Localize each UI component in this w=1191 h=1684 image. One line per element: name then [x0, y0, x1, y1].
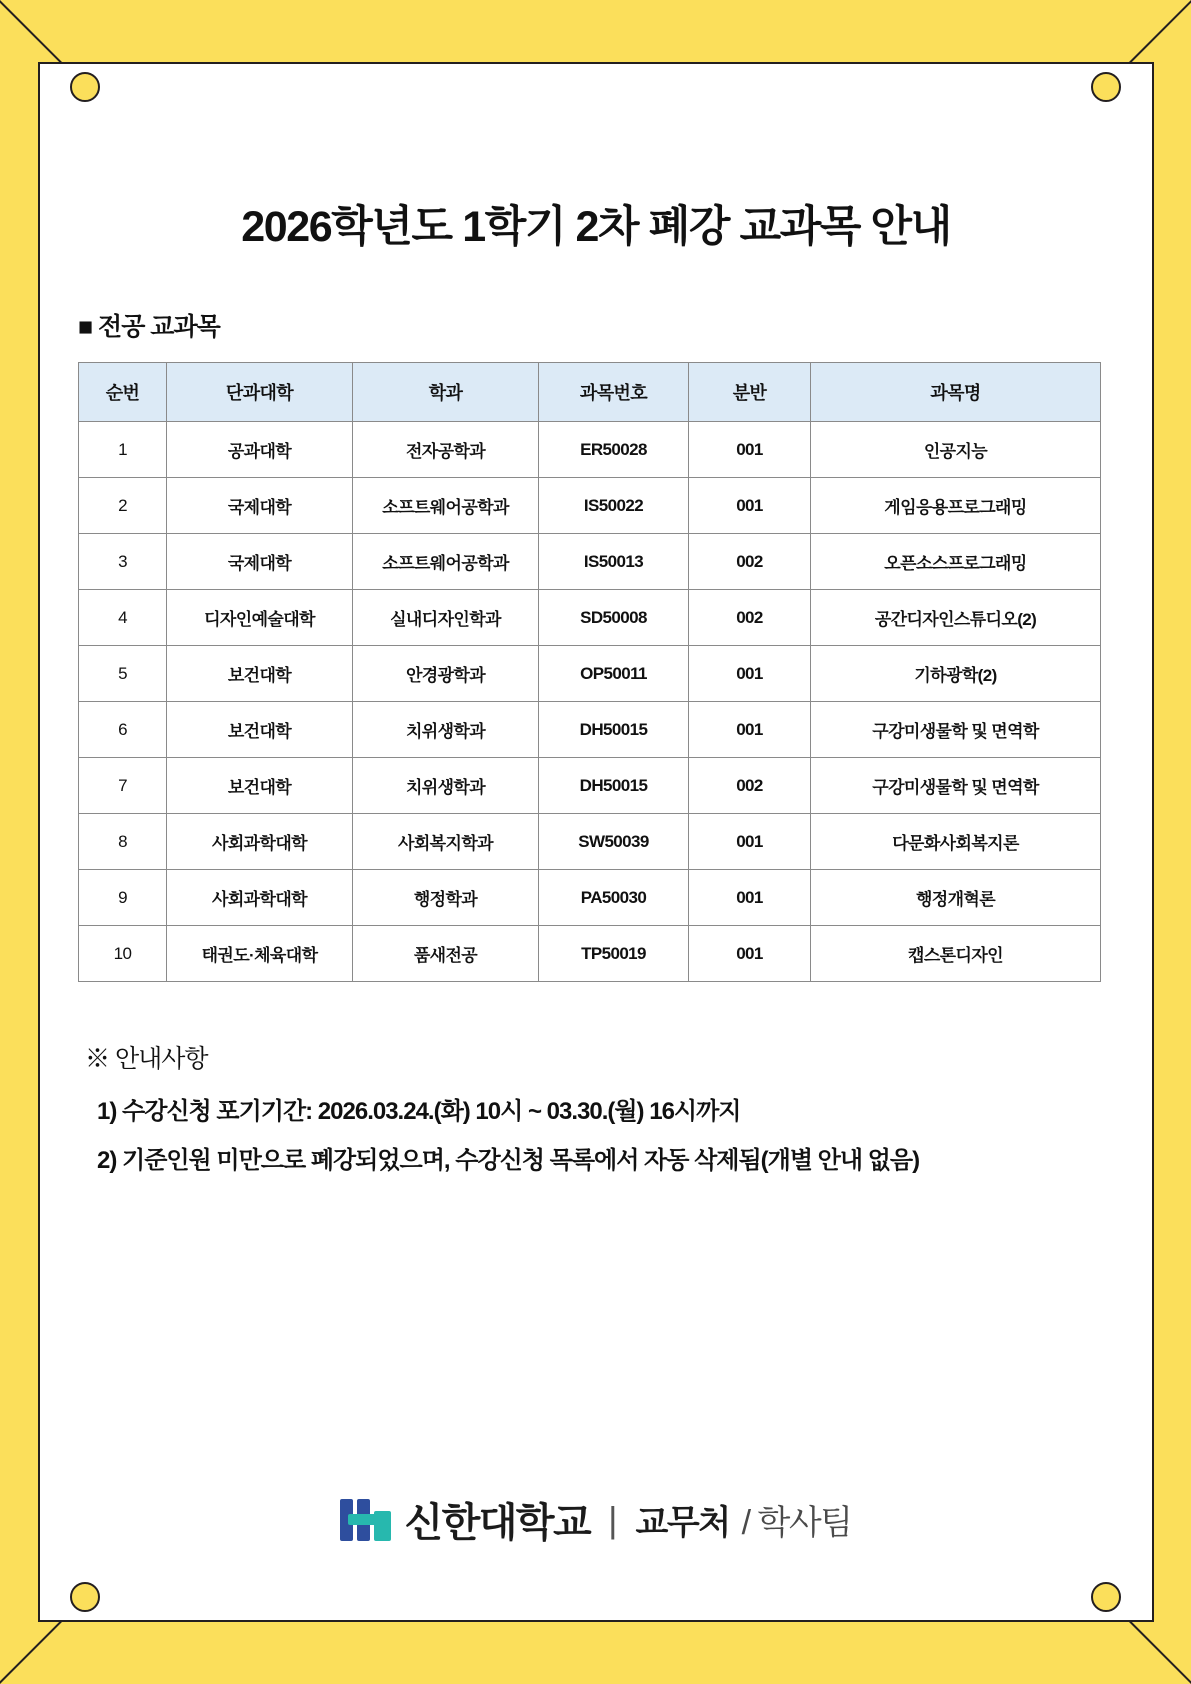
- column-header-no: 순번: [79, 363, 167, 422]
- cell-course-code: DH50015: [539, 758, 689, 814]
- cell-course-code: SW50039: [539, 814, 689, 870]
- cell-section: 001: [689, 702, 811, 758]
- cell-no: 4: [79, 590, 167, 646]
- cell-college: 공과대학: [167, 422, 353, 478]
- cell-department: 소프트웨어공학과: [353, 478, 539, 534]
- table-header-row: [79, 363, 1101, 422]
- table-row: [79, 590, 1101, 646]
- cell-section: 001: [689, 870, 811, 926]
- eyelet-top-left: [70, 72, 100, 102]
- cell-no: 8: [79, 814, 167, 870]
- footer-university-name: 신한대학교: [404, 1501, 591, 1545]
- cell-department: 치위생학과: [353, 758, 539, 814]
- cell-course-code: SD50008: [539, 590, 689, 646]
- cell-department: 치위생학과: [353, 702, 539, 758]
- cell-college: 국제대학: [167, 478, 353, 534]
- cell-course-code: OP50011: [539, 646, 689, 702]
- table-row: [79, 478, 1101, 534]
- table-row: [79, 702, 1101, 758]
- cell-college: 사회과학대학: [167, 870, 353, 926]
- cell-no: 1: [79, 422, 167, 478]
- cell-college: 태권도·체육대학: [167, 926, 353, 982]
- cell-course-name: 행정개혁론: [811, 870, 1101, 926]
- cell-department: 실내디자인학과: [353, 590, 539, 646]
- cell-section: 002: [689, 590, 811, 646]
- cell-department: 전자공학과: [353, 422, 539, 478]
- cell-course-name: 오픈소스프로그래밍: [811, 534, 1101, 590]
- cell-college: 디자인예술대학: [167, 590, 353, 646]
- table-row: [79, 926, 1101, 982]
- cell-course-name: 구강미생물학 및 면역학: [811, 758, 1101, 814]
- column-header-course-name: 과목명: [811, 363, 1101, 422]
- cell-section: 001: [689, 422, 811, 478]
- cell-section: 001: [689, 926, 811, 982]
- notice-heading: ※ 안내사항: [85, 1045, 208, 1073]
- cell-section: 001: [689, 478, 811, 534]
- notice-section: [85, 1039, 1105, 1189]
- cell-no: 10: [79, 926, 167, 982]
- table-row: [79, 646, 1101, 702]
- cell-no: 5: [79, 646, 167, 702]
- section-label-major-courses: ■ 전공 교과목: [78, 313, 220, 341]
- eyelet-bottom-left: [70, 1582, 100, 1612]
- table-row: [79, 870, 1101, 926]
- cell-course-code: PA50030: [539, 870, 689, 926]
- cell-no: 7: [79, 758, 167, 814]
- cell-college: 국제대학: [167, 534, 353, 590]
- footer-divider: |: [608, 1498, 618, 1540]
- cell-course-name: 기하광학(2): [811, 646, 1101, 702]
- cell-college: 보건대학: [167, 646, 353, 702]
- cell-section: 002: [689, 758, 811, 814]
- notice-item-1: 1) 수강신청 포기기간: 2026.03.24.(화) 10시 ~ 03.30.(월) 16시까지: [97, 1098, 741, 1125]
- cell-course-name: 공간디자인스튜디오(2): [811, 590, 1101, 646]
- column-header-course-code: 과목번호: [539, 363, 689, 422]
- cell-course-code: IS50013: [539, 534, 689, 590]
- cell-section: 002: [689, 534, 811, 590]
- footer-logo: [40, 1491, 1152, 1548]
- notice-item-2: 2) 기준인원 미만으로 폐강되었으며, 수강신청 목록에서 자동 삭제됨(개별 안내 없음): [97, 1147, 920, 1174]
- cell-no: 6: [79, 702, 167, 758]
- table-row: [79, 422, 1101, 478]
- cell-department: 품새전공: [353, 926, 539, 982]
- cell-department: 행정학과: [353, 870, 539, 926]
- cell-course-code: IS50022: [539, 478, 689, 534]
- shinhan-university-logo-icon: [340, 1497, 392, 1543]
- cancelled-courses-table: [78, 362, 1101, 982]
- cell-course-code: TP50019: [539, 926, 689, 982]
- cell-course-name: 인공지능: [811, 422, 1101, 478]
- cell-college: 보건대학: [167, 702, 353, 758]
- cell-course-name: 캡스톤디자인: [811, 926, 1101, 982]
- cell-section: 001: [689, 646, 811, 702]
- cell-department: 사회복지학과: [353, 814, 539, 870]
- cell-college: 보건대학: [167, 758, 353, 814]
- eyelet-top-right: [1091, 72, 1121, 102]
- cell-course-name: 게임응용프로그래밍: [811, 478, 1101, 534]
- cell-college: 사회과학대학: [167, 814, 353, 870]
- footer-team: / 학사팀: [741, 1504, 852, 1542]
- cell-course-code: DH50015: [539, 702, 689, 758]
- cell-section: 001: [689, 814, 811, 870]
- eyelet-bottom-right: [1091, 1582, 1121, 1612]
- cell-course-name: 구강미생물학 및 면역학: [811, 702, 1101, 758]
- table-row: [79, 814, 1101, 870]
- poster-sheet: [38, 62, 1154, 1622]
- cell-department: 안경광학과: [353, 646, 539, 702]
- footer-department: 교무처: [635, 1504, 730, 1542]
- column-header-department: 학과: [353, 363, 539, 422]
- page-title: 2026학년도 1학기 2차 폐강 교과목 안내: [241, 202, 951, 251]
- column-header-section: 분반: [689, 363, 811, 422]
- column-header-college: 단과대학: [167, 363, 353, 422]
- cell-course-name: 다문화사회복지론: [811, 814, 1101, 870]
- cell-no: 2: [79, 478, 167, 534]
- cell-no: 9: [79, 870, 167, 926]
- table-row: [79, 534, 1101, 590]
- table-row: [79, 758, 1101, 814]
- cell-no: 3: [79, 534, 167, 590]
- cell-course-code: ER50028: [539, 422, 689, 478]
- cell-department: 소프트웨어공학과: [353, 534, 539, 590]
